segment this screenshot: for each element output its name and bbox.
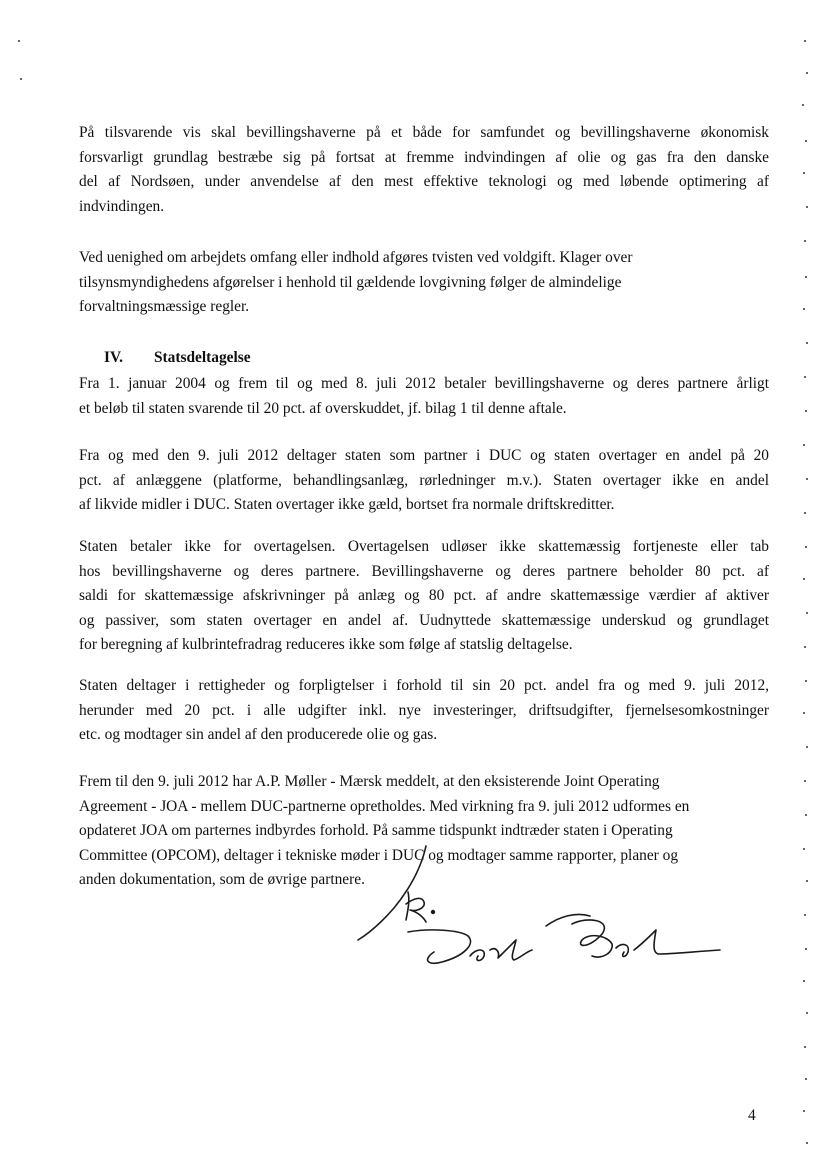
text-line: Fra og med den 9. juli 2012 deltager staten som partner i DUC og staten overtager en andel på 20	[79, 447, 769, 464]
page-number: 4	[748, 1107, 756, 1124]
text-line: Frem til den 9. juli 2012 har A.P. Møller - Mærsk meddelt, at den eksisterende Joint Operating	[79, 773, 660, 790]
text-line: indvindingen.	[79, 197, 165, 215]
text-line: Fra 1. januar 2004 og frem til og med 8. juli 2012 betaler bevillingshaverne og deres partnere årligt	[79, 375, 769, 392]
signature-last-name	[572, 920, 720, 957]
text-line: saldi for skattemæssige afskrivninger på anlæg og 80 pct. af andre skattemæssige værdier af aktiver	[79, 587, 769, 604]
paragraph-rights	[79, 674, 769, 748]
signature-image	[350, 840, 730, 985]
text-line: for beregning af kulbrintefradrag reduceres ikke som følge af statslig deltagelse.	[79, 636, 573, 653]
text-line: hos bevillingshaverne og deres partnere. Bevillingshaverne og deres partnere beholder 80 pct. af	[79, 562, 769, 580]
scan-speck	[20, 78, 22, 80]
text-line: Staten betaler ikke for overtagelsen. Overtagelsen udløser ikke skattemæssig fortjeneste eller tab	[79, 538, 769, 555]
signature-first-name	[408, 930, 532, 963]
initials-stroke	[358, 846, 426, 940]
initials-dot	[432, 911, 435, 914]
paragraph-profit-share	[79, 372, 769, 421]
section-title: Statsdeltagelse	[154, 349, 251, 366]
paragraph-participation	[79, 444, 769, 518]
text-line: På tilsvarende vis skal bevillingshaverne på et både for samfundet og bevillingshaverne økonomisk	[79, 124, 769, 141]
text-line: etc. og modtager sin andel af den producerede olie og gas.	[79, 726, 438, 743]
text-line: forsvarligt grundlag bestræbe sig på fortsat at fremme indvindingen af olie og gas fra den danske	[79, 148, 769, 166]
paragraph-disputes	[79, 246, 769, 320]
section-heading	[104, 346, 251, 370]
text-line: del af Nordsøen, under anvendelse af den mest effektive teknologi og med løbende optimering af	[79, 173, 769, 190]
text-line: opdateret JOA om parternes indbyrdes forhold. På samme tidspunkt indtræder staten i Operating	[79, 822, 673, 839]
section-number: IV.	[104, 349, 123, 366]
text-line: anden dokumentation, som de øvrige partnere.	[79, 871, 365, 888]
scan-edge-marks	[790, 0, 827, 1170]
text-line: forvaltningsmæssige regler.	[79, 298, 250, 315]
text-line: et beløb til staten svarende til 20 pct. af overskuddet, jf. bilag 1 til denne aftale.	[79, 399, 567, 417]
text-line: Ved uenighed om arbejdets omfang eller indhold afgøres tvisten ved voldgift. Klager over	[79, 249, 633, 266]
text-line: herunder med 20 pct. i alle udgifter inkl. nye investeringer, driftsudgifter, fjernelsesomkostninger	[79, 701, 769, 719]
scan-speck	[18, 40, 20, 42]
text-line: Staten deltager i rettigheder og forpligtelser i forhold til sin 20 pct. andel fra og med 9. juli 2012,	[79, 677, 769, 694]
paragraph-no-payment	[79, 535, 769, 658]
text-line: Agreement - JOA - mellem DUC-partnerne opretholdes. Med virkning fra 9. juli 2012 udformes en	[79, 797, 690, 815]
text-line: af likvide midler i DUC. Staten overtager ikke gæld, bortset fra normale driftskreditter.	[79, 496, 615, 513]
paragraph-supervision	[79, 121, 769, 219]
text-line: Committee (OPCOM), deltager i tekniske møder i DUC og modtager samme rapporter, planer og	[79, 846, 679, 864]
text-line: tilsynsmyndighedens afgørelser i henhold til gældende lovgivning følger de almindelige	[79, 273, 622, 291]
initials-mark	[406, 892, 426, 922]
text-line: og passiver, som staten overtager en andel af. Uudnyttede skattemæssige underskud og grundlaget	[79, 611, 769, 629]
text-line: pct. af anlæggene (platforme, behandlingsanlæg, rørledninger m.v.). Staten overtager ikke en andel	[79, 471, 769, 489]
